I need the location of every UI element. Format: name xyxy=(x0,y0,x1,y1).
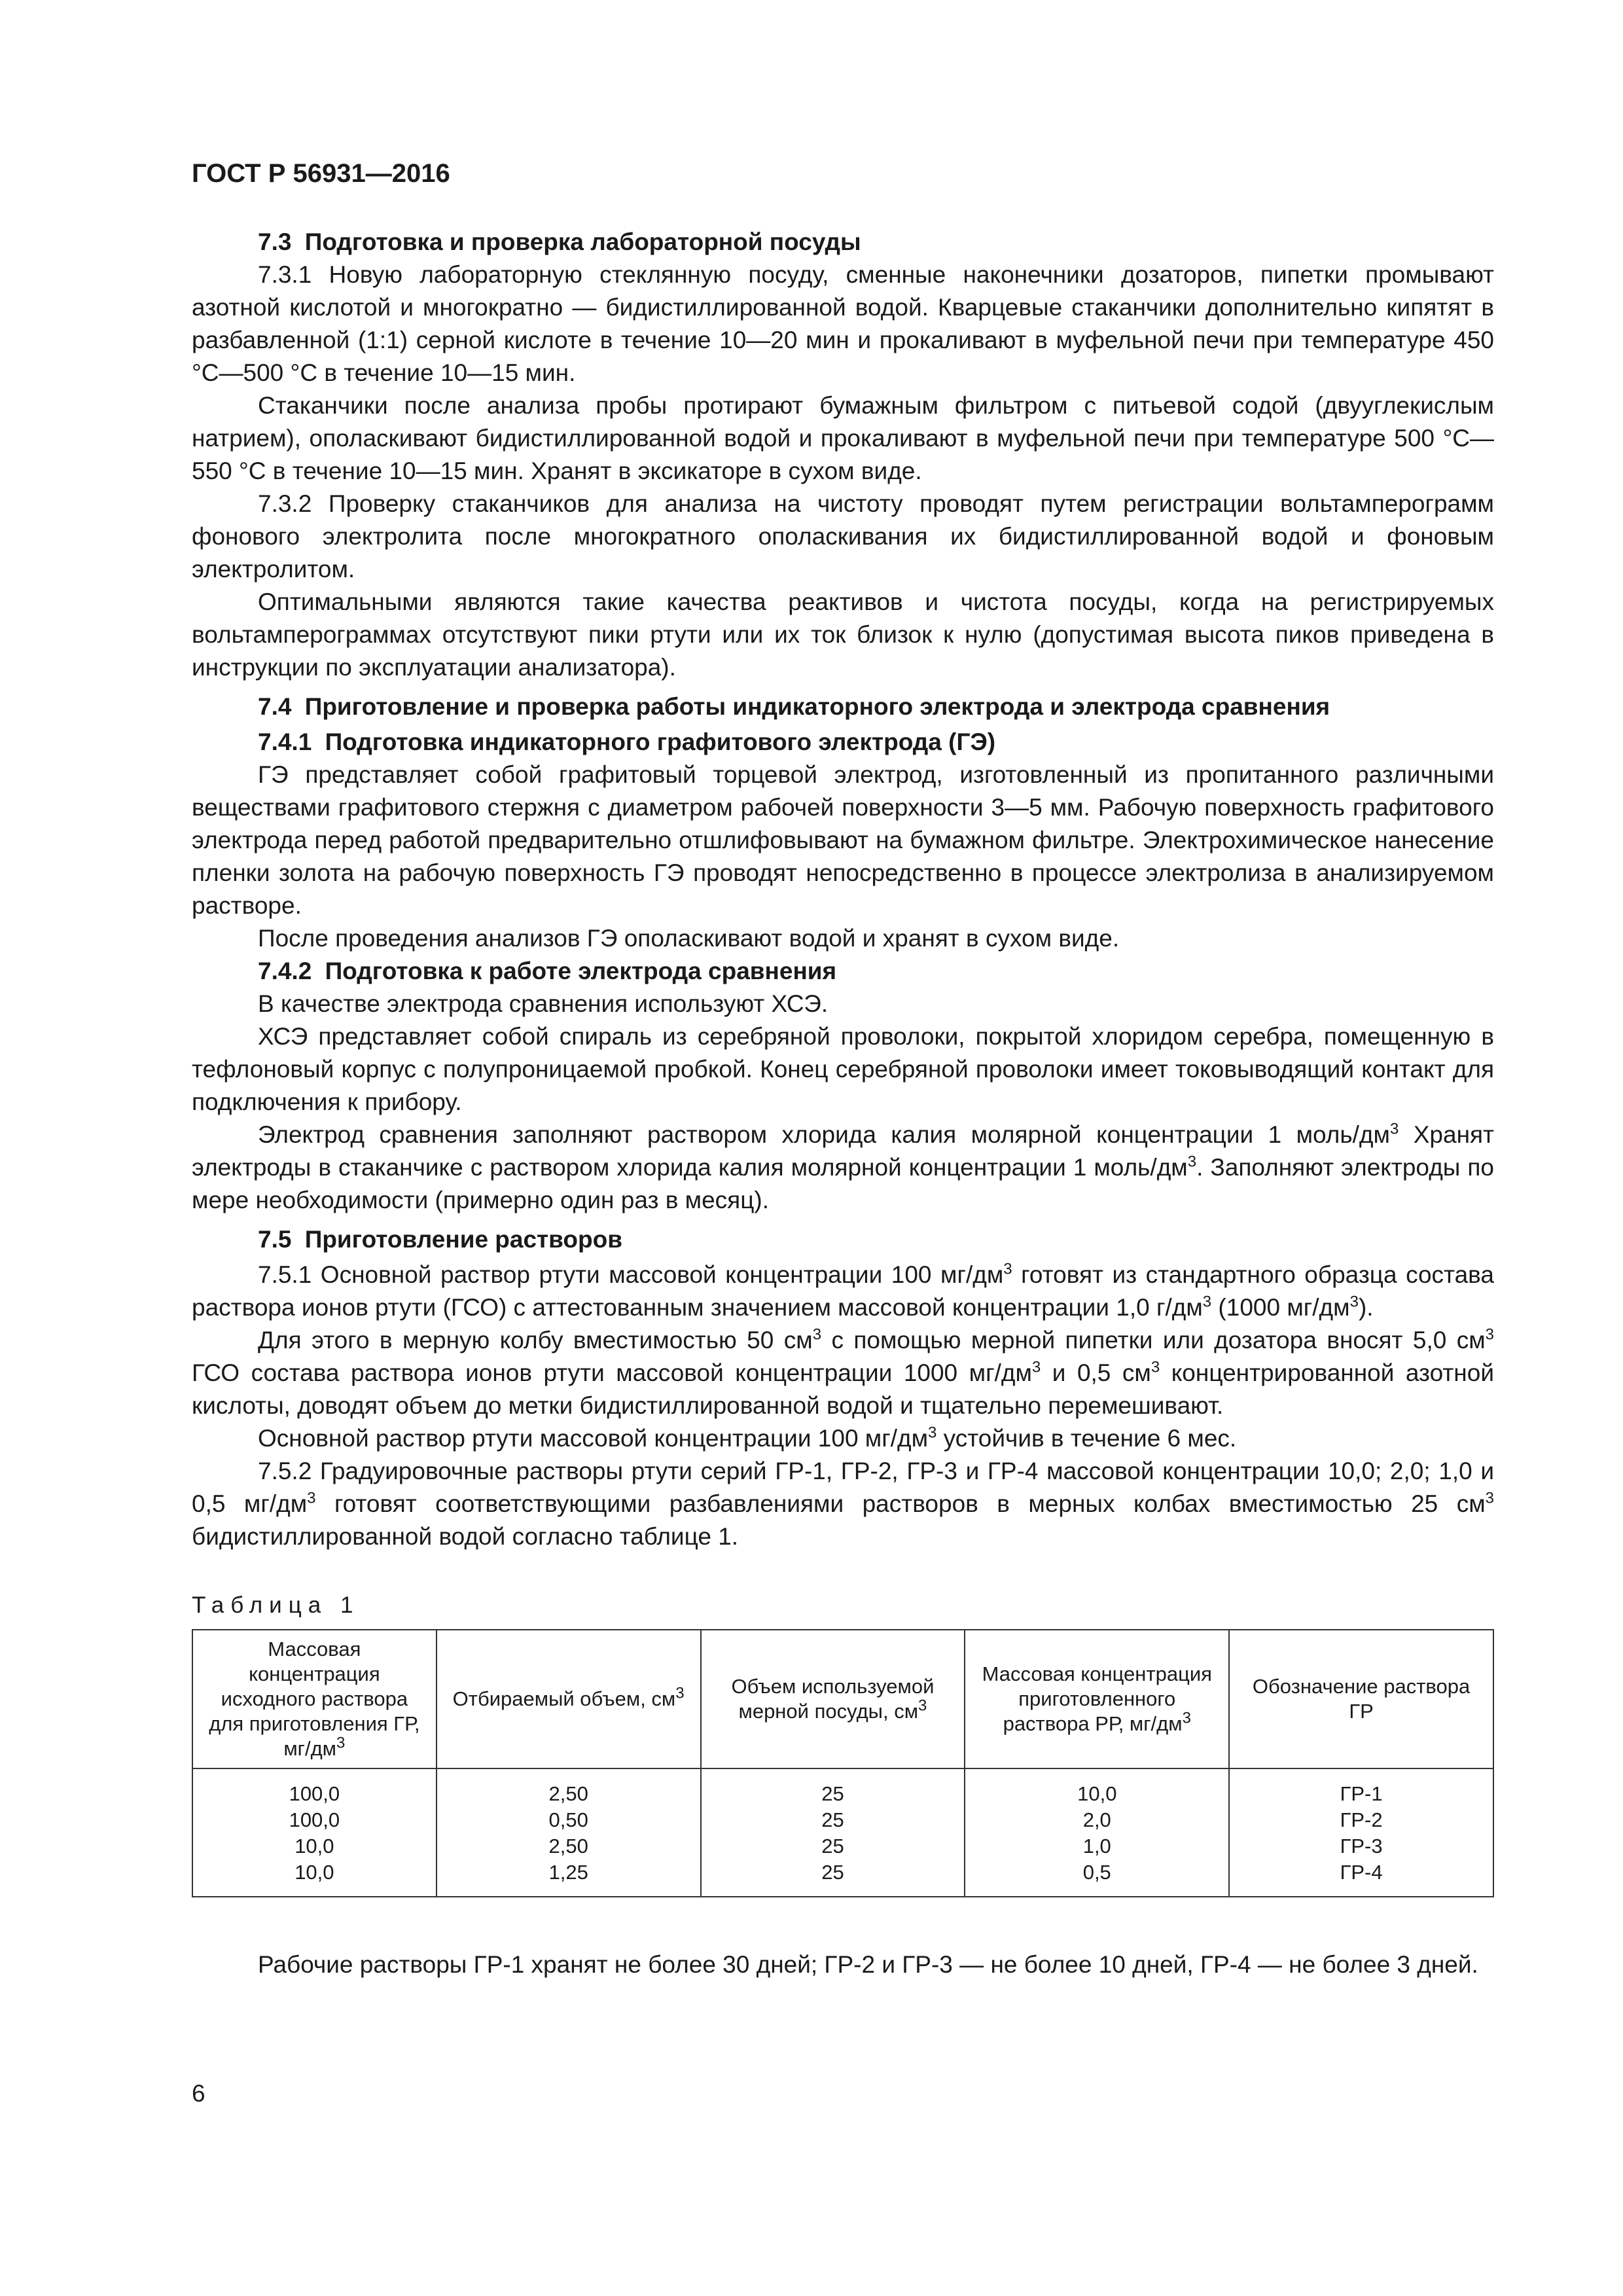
table-cell: 100,0 xyxy=(192,1807,437,1833)
data-table xyxy=(192,1629,1494,1897)
paragraph: ХСЭ представляет собой спираль из серебряной проволоки, покрытой хлоридом серебра, помещенную в тефлоновый корпус с полупроницаемой пробкой. Конец серебряной проволоки имеет токовыводящий контакт для подключения к прибору. xyxy=(192,1023,1494,1115)
section-7-5-heading xyxy=(192,1223,1494,1256)
page-number: 6 xyxy=(192,2080,205,2107)
paragraph-7-3-2: 7.3.2 Проверку стаканчиков для анализа на чистоту проводят путем регистрации вольтамперограмм фонового электролита после многократного ополаскивания их бидистиллированной водой и фоновым электролитом. xyxy=(192,490,1494,583)
table-cell: 2,50 xyxy=(437,1833,701,1859)
paragraph: Для этого в мерную колбу вместимостью 50 $см^3$ с помощью мерной пипетки или дозатора вносят 5,0 $см^3$ ГСО состава раствора ионов ртути массовой концентрации 1000 $мг/дм^3$ и 0,5 $см^3$ концентрированной азотной кислоты, доводят объем до метки бидистиллированной водой и тщательно перемешивают. xyxy=(192,1325,1495,1419)
section-7-4-heading xyxy=(192,691,1494,723)
section-title: Приготовление растворов xyxy=(304,1226,622,1253)
paragraph: Основной раствор ртути массовой концентрации 100 $мг/дм^3$ устойчив в течение 6 мес. xyxy=(258,1424,1237,1452)
column-header: Массовая концентрация приготовленного раствора РР, $мг/дм^3$ xyxy=(965,1630,1229,1768)
table-cell: 0,5 xyxy=(965,1859,1229,1897)
table-cell: 10,0 xyxy=(192,1833,437,1859)
paragraph-reference-electrode: Электрод сравнения заполняют раствором хлорида калия молярной концентрации 1 моль/$дм^3$ Хранят электроды в стаканчике с раствором хлорида калия молярной концентрации 1 моль/$дм^3$. Заполняют электроды по мере необходимости (примерно один раз в месяц). xyxy=(192,1120,1495,1213)
column-header: Обозначение раствора ГР xyxy=(1229,1630,1493,1768)
table-row xyxy=(192,1768,1493,1807)
section-number: 7.4.1 xyxy=(258,728,312,755)
table-cell: 2,0 xyxy=(965,1807,1229,1833)
paragraph: ГЭ представляет собой графитовый торцевой электрод, изготовленный из пропитанного различными веществами графитового стержня с диаметром рабочей поверхности 3—5 мм. Рабочую поверхность графитового электрода перед работой предварительно отшлифовывают на бумажном фильтре. Электрохимическое нанесение пленки золота на рабочую поверхность ГЭ проводят непосредственно в процессе электролиза в анализируемом растворе. xyxy=(192,761,1494,919)
document-header: ГОСТ Р 56931—2016 xyxy=(192,159,450,188)
section-number: 7.4.2 xyxy=(258,958,312,984)
table-cell: 25 xyxy=(701,1768,965,1807)
table-cell: 25 xyxy=(701,1833,965,1859)
table-caption: Таблица 1 xyxy=(192,1592,360,1618)
table-cell: 0,50 xyxy=(437,1807,701,1833)
table-header-row xyxy=(192,1630,1493,1768)
table-cell: ГР-2 xyxy=(1229,1807,1493,1833)
table-cell: 1,25 xyxy=(437,1859,701,1897)
paragraph: После проведения анализов ГЭ ополаскивают водой и хранят в сухом виде. xyxy=(258,925,1120,952)
paragraph: Оптимальными являются такие качества реактивов и чистота посуды, когда на регистрируемых вольтамперограммах отсутствуют пики ртути или их ток близок к нулю (допустимая высота пиков приведена в инструкции по эксплуатации анализатора). xyxy=(192,588,1494,681)
section-7-3-heading xyxy=(192,226,1494,259)
table-cell: ГР-4 xyxy=(1229,1859,1493,1897)
section-title: Подготовка к работе электрода сравнения xyxy=(325,958,837,984)
table-cell: 100,0 xyxy=(192,1768,437,1807)
table-cell: 10,0 xyxy=(965,1768,1229,1807)
paragraph: В качестве электрода сравнения используют ХСЭ. xyxy=(258,990,829,1017)
paragraph-7-5-2: 7.5.2 Градуировочные растворы ртути серий ГР-1, ГР-2, ГР-3 и ГР-4 массовой концентрации 10,0; 2,0; 1,0 и 0,5 $мг/дм^3$ готовят соответствующими разбавлениями растворов в мерных колбах вместимостью 25 $см^3$ бидистиллированной водой согласно таблице 1. xyxy=(192,1458,1494,1550)
table-cell: 1,0 xyxy=(965,1833,1229,1859)
table-row xyxy=(192,1807,1493,1833)
column-header: Объем используемой мерной посуды, $см^3$ xyxy=(701,1630,965,1768)
table-cell: 10,0 xyxy=(192,1859,437,1897)
section-number: 7.4 xyxy=(258,693,292,720)
table-cell: ГР-1 xyxy=(1229,1768,1493,1807)
column-header: Массовая концентрация исходного раствора для приготовления ГР, $мг/дм^3$ xyxy=(192,1630,437,1768)
paragraph: Стаканчики после анализа пробы протирают бумажным фильтром с питьевой содой (двууглекислым натрием), ополаскивают бидистиллированной водой и прокаливают в муфельной печи при температуре 500 °С—550 °С в течение 10—15 мин. Хранят в эксикаторе в сухом виде. xyxy=(192,392,1494,484)
table-cell: 2,50 xyxy=(437,1768,701,1807)
section-number: 7.5 xyxy=(258,1226,292,1253)
section-7-4-2-heading xyxy=(192,955,1494,988)
section-7-4-1-heading xyxy=(192,726,1494,759)
page-content xyxy=(192,226,1494,1981)
table-row xyxy=(192,1859,1493,1897)
paragraph-7-5-1: 7.5.1 Основной раствор ртути массовой концентрации 100 $мг/дм^3$ готовят из стандартного образца состава раствора ионов ртути (ГСО) с аттестованным значением массовой концентрации 1,0 $г/дм^3$ (1000 $мг/дм^3$). xyxy=(192,1260,1494,1321)
table-cell: 25 xyxy=(701,1859,965,1897)
section-number: 7.3 xyxy=(258,228,292,255)
section-title: Подготовка индикаторного графитового электрода (ГЭ) xyxy=(325,728,996,755)
section-title: Приготовление и проверка работы индикаторного электрода и электрода сравнения xyxy=(304,693,1330,720)
table-cell: ГР-3 xyxy=(1229,1833,1493,1859)
section-title: Подготовка и проверка лабораторной посуды xyxy=(304,228,861,255)
table-row xyxy=(192,1833,1493,1859)
storage-note: Рабочие растворы ГР-1 хранят не более 30 дней; ГР-2 и ГР-3 — не более 10 дней, ГР-4 — не более 3 дней. xyxy=(258,1951,1478,1978)
table-cell: 25 xyxy=(701,1807,965,1833)
paragraph-7-3-1: 7.3.1 Новую лабораторную стеклянную посуду, сменные наконечники дозаторов, пипетки промывают азотной кислотой и многократно — бидистиллированной водой. Кварцевые стаканчики дополнительно кипятят в разбавленной (1:1) серной кислоте в течение 10—20 мин и прокаливают в муфельной печи при температуре 450 °С—500 °С в течение 10—15 мин. xyxy=(192,261,1494,386)
column-header: Отбираемый объем, $см^3$ xyxy=(437,1630,701,1768)
